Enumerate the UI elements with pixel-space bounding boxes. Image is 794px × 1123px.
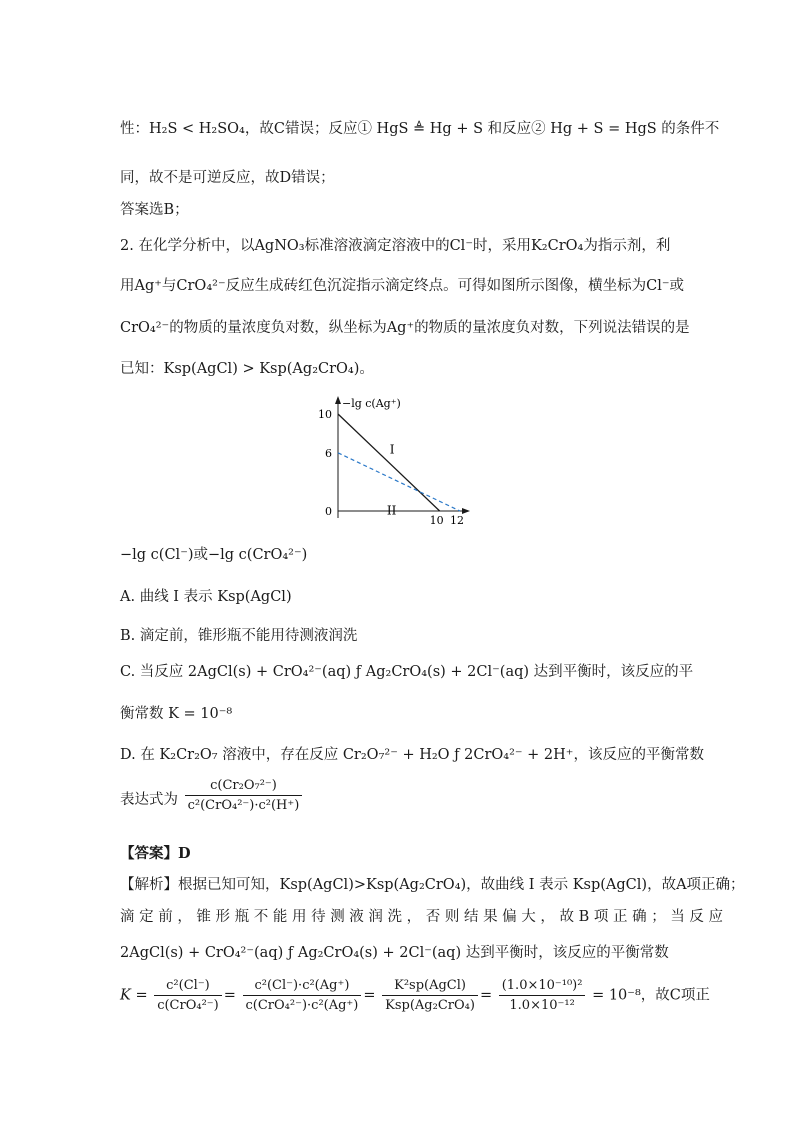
curve-I xyxy=(338,414,440,511)
y-axis-arrow xyxy=(335,396,341,404)
y-tick-label-6: 6 xyxy=(325,446,332,460)
question-line-2: 用Ag⁺与CrO₄²⁻反应生成砖红色沉淀指示滴定终点。可得如图所示图像，横坐标为Cl⁻或 xyxy=(120,278,684,294)
question-line-1: 2. 在化学分析中，以AgNO₃标准溶液滴定溶液中的Cl⁻时，采用K₂CrO₄为指示剂，利 xyxy=(120,238,671,254)
analysis-line-2: 滴 定 前 ， 锥 形 瓶 不 能 用 待 测 液 润 洗 ， 否 则 结 果 偏 大 ， 故 B 项 正 确 ； 当 反 应 xyxy=(120,909,724,925)
chart-axes xyxy=(335,396,470,518)
text-line-1: 性：H₂S < H₂SO₄，故C错误；反应① HgS ≜ Hg + S 和反应② Hg + S = HgS 的条件不 xyxy=(120,121,720,137)
x-axis-caption: −lg c(Cl⁻)或−lg c(CrO₄²⁻) xyxy=(120,547,308,563)
text-line-2: 同，故不是可逆反应，故D错误； xyxy=(120,170,335,186)
analysis-line-1: 【解析】根据已知可知，Ksp(AgCl)>Ksp(Ag₂CrO₄)，故曲线 I 表示 Ksp(AgCl)，故A项正确； xyxy=(120,877,745,893)
fraction-4 xyxy=(499,978,586,1013)
question-line-3: CrO₄²⁻的物质的量浓度负对数，纵坐标为Ag⁺的物质的量浓度负对数，下列说法错误的是 xyxy=(120,320,690,336)
curve-label-II: II xyxy=(386,503,397,518)
k-prefix: K = xyxy=(120,987,148,1004)
y-axis-label: −lg c(Ag⁺) xyxy=(342,397,401,410)
fraction-2 xyxy=(243,978,362,1013)
titration-chart xyxy=(318,390,478,525)
option-d-line-2 xyxy=(120,778,304,813)
fraction-1 xyxy=(154,978,222,1013)
analysis-line-3: 2AgCl(s) + CrO₄²⁻(aq) ƒ Ag₂CrO₄(s) + 2Cl⁻(aq) 达到平衡时，该反应的平衡常数 xyxy=(120,945,669,961)
option-c-line-1: C. 当反应 2AgCl(s) + CrO₄²⁻(aq) ƒ Ag₂CrO₄(s) + 2Cl⁻(aq) 达到平衡时，该反应的平 xyxy=(120,664,694,680)
k-suffix: = 10⁻⁸，故C项正 xyxy=(592,987,710,1004)
fraction-2-denominator: c(CrO₄²⁻)·c²(Ag⁺) xyxy=(245,998,359,1013)
option-c-line-2: 衡常数 K = 10⁻⁸ xyxy=(120,706,233,722)
x-tick-label-12: 12 xyxy=(450,514,464,525)
answer-label: 【答案】D xyxy=(120,845,191,862)
curve-label-I: I xyxy=(389,442,395,457)
option-d-numerator: c(Cr₂O₇²⁻) xyxy=(185,778,303,796)
option-a: A. 曲线 I 表示 Ksp(AgCl) xyxy=(120,589,292,605)
fraction-1-denominator: c(CrO₄²⁻) xyxy=(157,998,219,1013)
x-tick-label-10: 10 xyxy=(429,514,444,525)
fraction-4-denominator: 1.0×10⁻¹² xyxy=(509,998,575,1013)
fraction-3-denominator: Ksp(Ag₂CrO₄) xyxy=(385,998,475,1013)
option-d-denominator: c²(CrO₄²⁻)·c²(H⁺) xyxy=(187,798,300,813)
text-line-3: 答案选B； xyxy=(120,202,189,218)
curve-II xyxy=(338,453,460,511)
option-d-prefix: 表达式为 xyxy=(120,791,178,808)
option-d-line-1: D. 在 K₂Cr₂O₇ 溶液中，存在反应 Cr₂O₇²⁻ + H₂O ƒ 2CrO₄²⁻ + 2H⁺，该反应的平衡常数 xyxy=(120,747,704,763)
fraction-4-numerator: (1.0×10⁻¹⁰)² xyxy=(499,978,586,996)
k-formula-line: K = $\frac{\text{c²(Cl⁻)}}{\text{c(CrO₄²⁻)}}$ = $\frac{\text{c²(Cl⁻)·c²(Ag⁺)}}{\text{c(CrO₄²⁻)·c²(Ag⁺)}}$ = $\frac{\text{K²sp(AgCl)}}{\text{Ksp(Ag₂CrO₄)}}$ = $\frac{\text{(1.0×10⁻¹⁰)²}}{\text{1.0×10⁻¹²}}$ = 10⁻⁸，故C项正 xyxy=(120,978,710,1013)
fraction-3-numerator: K²sp(AgCl) xyxy=(382,978,478,996)
y-tick-label-0: 0 xyxy=(325,505,332,518)
y-tick-label-10: 10 xyxy=(318,408,332,421)
option-d-fraction xyxy=(185,778,303,813)
option-b: B. 滴定前，锥形瓶不能用待测液润洗 xyxy=(120,628,358,644)
fraction-3 xyxy=(382,978,478,1013)
question-line-4: 已知：Ksp(AgCl) > Ksp(Ag₂CrO₄)。 xyxy=(120,361,374,377)
fraction-1-numerator: c²(Cl⁻) xyxy=(154,978,222,996)
fraction-2-numerator: c²(Cl⁻)·c²(Ag⁺) xyxy=(243,978,362,996)
